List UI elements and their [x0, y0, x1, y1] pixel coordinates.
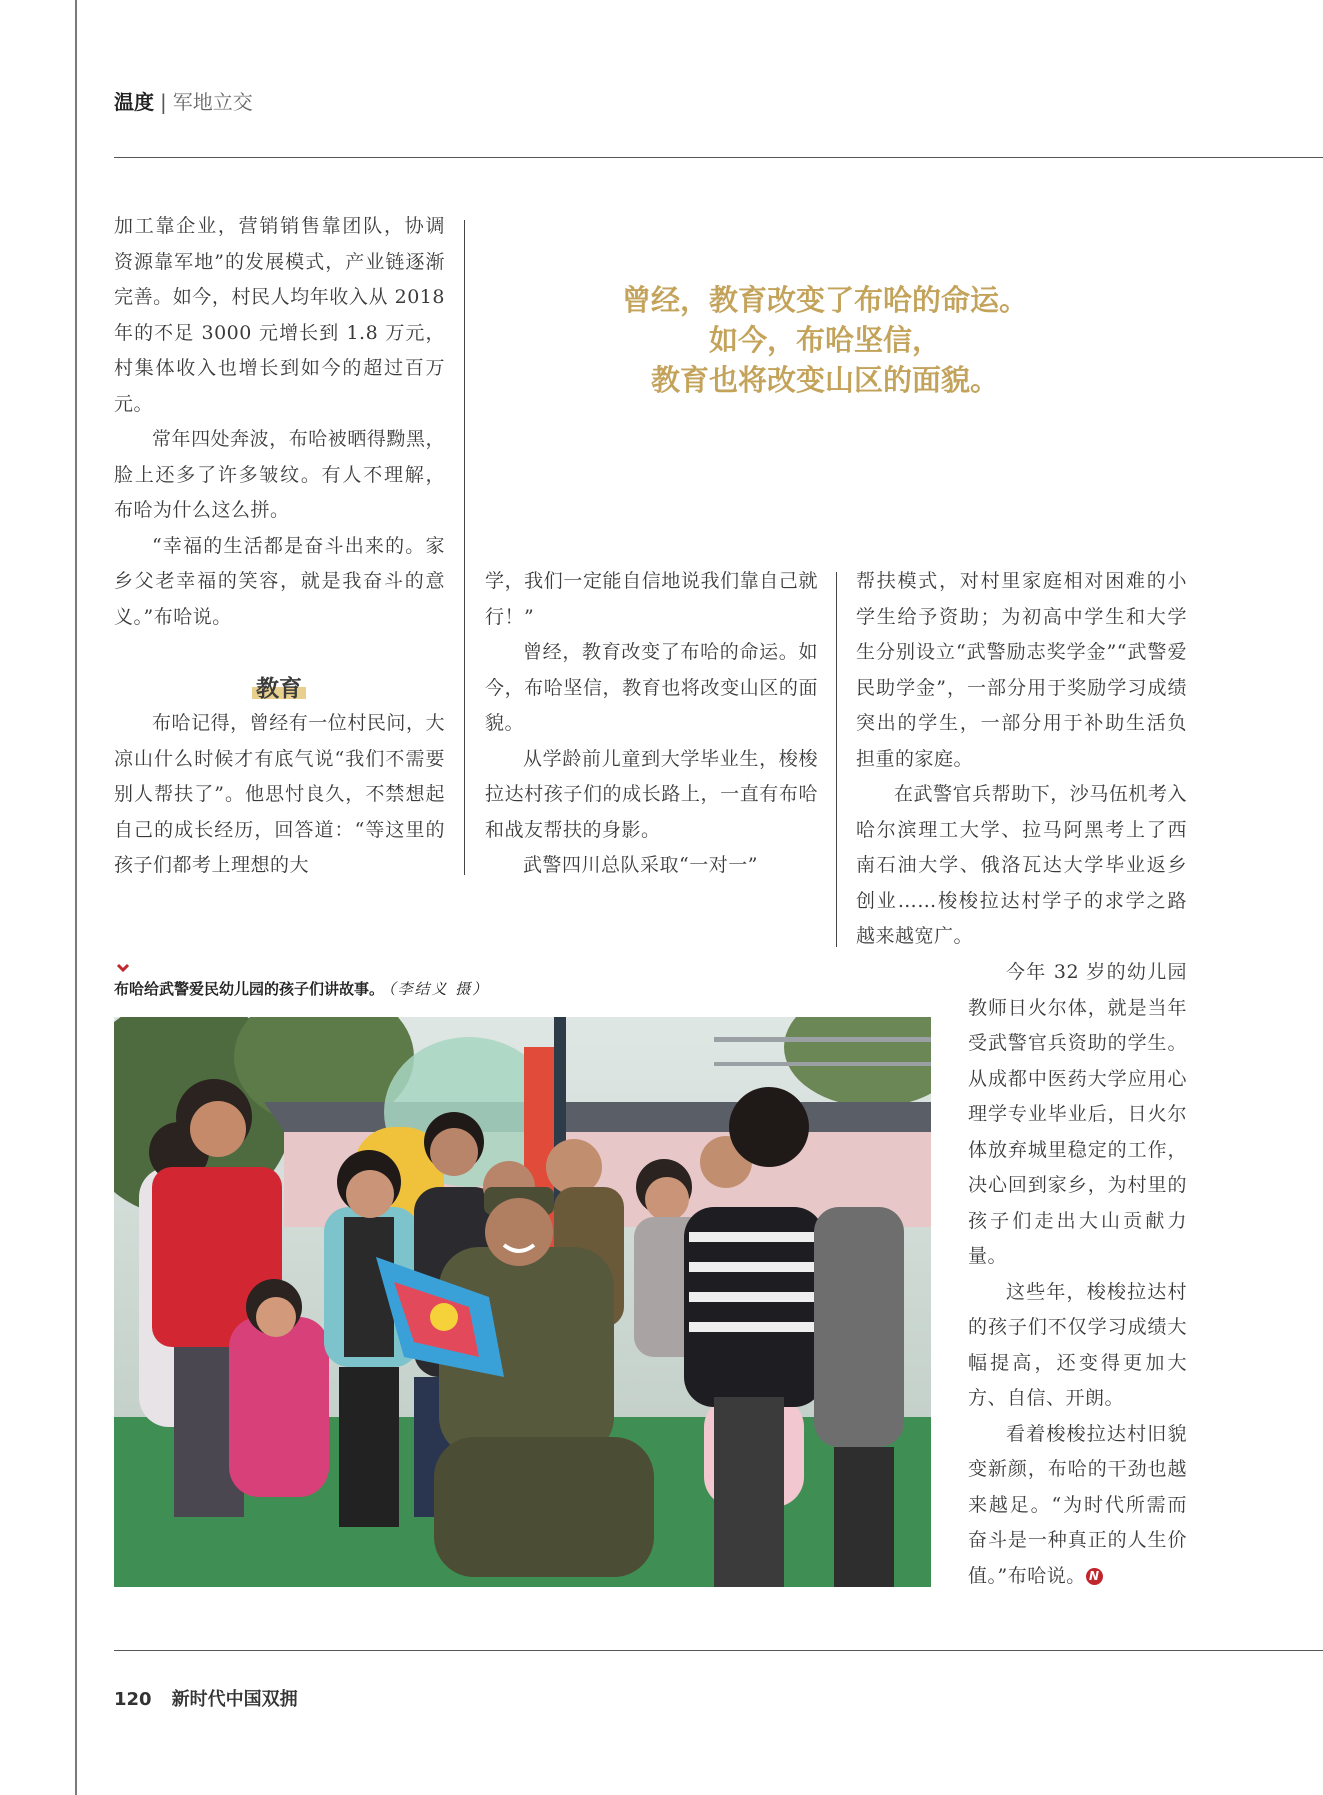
column-3 [856, 564, 1187, 955]
column-2 [485, 564, 818, 884]
caption-text: 布哈给武警爱民幼儿园的孩子们讲故事。 [114, 980, 385, 998]
paragraph: 布哈记得，曾经有一位村民问，大凉山什么时候才有底气说“我们不需要别人帮扶了”。他思忖良久，不禁想起自己的成长经历，回答道：“等这里的孩子们都考上理想的大 [114, 712, 445, 876]
column-name: 军地立交 [172, 90, 253, 114]
paragraph: 常年四处奔波，布哈被晒得黝黑，脸上还多了许多皱纹。有人不理解，布哈为什么这么拼。 [114, 428, 445, 521]
pull-quote-line: 如今，布哈坚信， [708, 323, 941, 357]
paragraph: 武警四川总队采取“一对一” [523, 854, 758, 876]
end-mark-icon: N [1086, 1568, 1103, 1585]
section-name: 温度 [114, 90, 154, 114]
caption-arrow-icon [116, 962, 130, 974]
page-number: 120 [114, 1689, 152, 1710]
pull-quote-line: 曾经，教育改变了布哈的命运。 [621, 283, 1028, 317]
photo-credit: （李结义 摄） [388, 980, 490, 998]
paragraph: 在武警官兵帮助下，沙马伍机考入哈尔滨理工大学、拉马阿黑考上了西南石油大学、俄洛瓦达大学毕业返乡创业……梭梭拉达村学子的求学之路越来越宽广。 [856, 783, 1187, 947]
photo-caption [114, 978, 489, 999]
header-rule [114, 157, 1323, 158]
paragraph: “幸福的生活都是奋斗出来的。家乡父老幸福的笑容，就是我奋斗的意义。”布哈说。 [114, 534, 445, 628]
paragraph [968, 1417, 1187, 1595]
paragraph: 曾经，教育改变了布哈的命运。如今，布哈坚信，教育也将改变山区的面貌。 [485, 641, 818, 734]
footer-rule [114, 1650, 1323, 1651]
paragraph: 学，我们一定能自信地说我们靠自己就行！” [485, 570, 818, 628]
paragraph: 帮扶模式，对村里家庭相对困难的小学生给予资助；为初高中学生和大学生分别设立“武警励志奖学金”“武警爱民助学金”，一部分用于奖励学习成绩突出的学生，一部分用于补助生活负担重的家庭。 [856, 570, 1187, 770]
paragraph-text: 看着梭梭拉达村旧貌变新颜，布哈的干劲也越来越足。“为时代所需而奋斗是一种真正的人生价值。”布哈说。 [968, 1422, 1187, 1587]
page-footer [114, 1685, 298, 1711]
column-4 [968, 955, 1187, 1594]
publication-name: 新时代中国双拥 [171, 1689, 298, 1710]
column-divider [464, 220, 465, 875]
paragraph: 加工靠企业，营销销售靠团队，协调资源靠军地”的发展模式，产业链逐渐完善。如今，村民人均年收入从 2018 年的不足 3000 元增长到 1.8 万元，村集体收入也增长到如今的超过百万元。 [114, 215, 445, 415]
column-1-bottom [114, 706, 445, 884]
column-divider [836, 572, 837, 947]
pull-quote-line: 教育也将改变山区的面貌。 [650, 363, 999, 397]
page-spine-line [75, 0, 77, 1795]
paragraph: 这些年，梭梭拉达村的孩子们不仅学习成绩大幅提高，还变得更加大方、自信、开朗。 [968, 1280, 1187, 1409]
paragraph: 从学龄前儿童到大学毕业生，梭梭拉达村孩子们的成长路上，一直有布哈和战友帮扶的身影。 [485, 747, 818, 841]
header-separator: | [160, 90, 167, 114]
section-subheading: 教育 [252, 670, 306, 703]
article-photo [114, 1017, 931, 1587]
pull-quote [520, 280, 1130, 400]
photo-illustration [114, 1017, 931, 1587]
column-1-top [114, 209, 445, 635]
running-header [114, 86, 253, 115]
paragraph: 今年 32 岁的幼儿园教师日火尔体，就是当年受武警官兵资助的学生。从成都中医药大学应用心理学专业毕业后，日火尔体放弃城里稳定的工作，决心回到家乡，为村里的孩子们走出大山贡献力量。 [968, 961, 1187, 1267]
